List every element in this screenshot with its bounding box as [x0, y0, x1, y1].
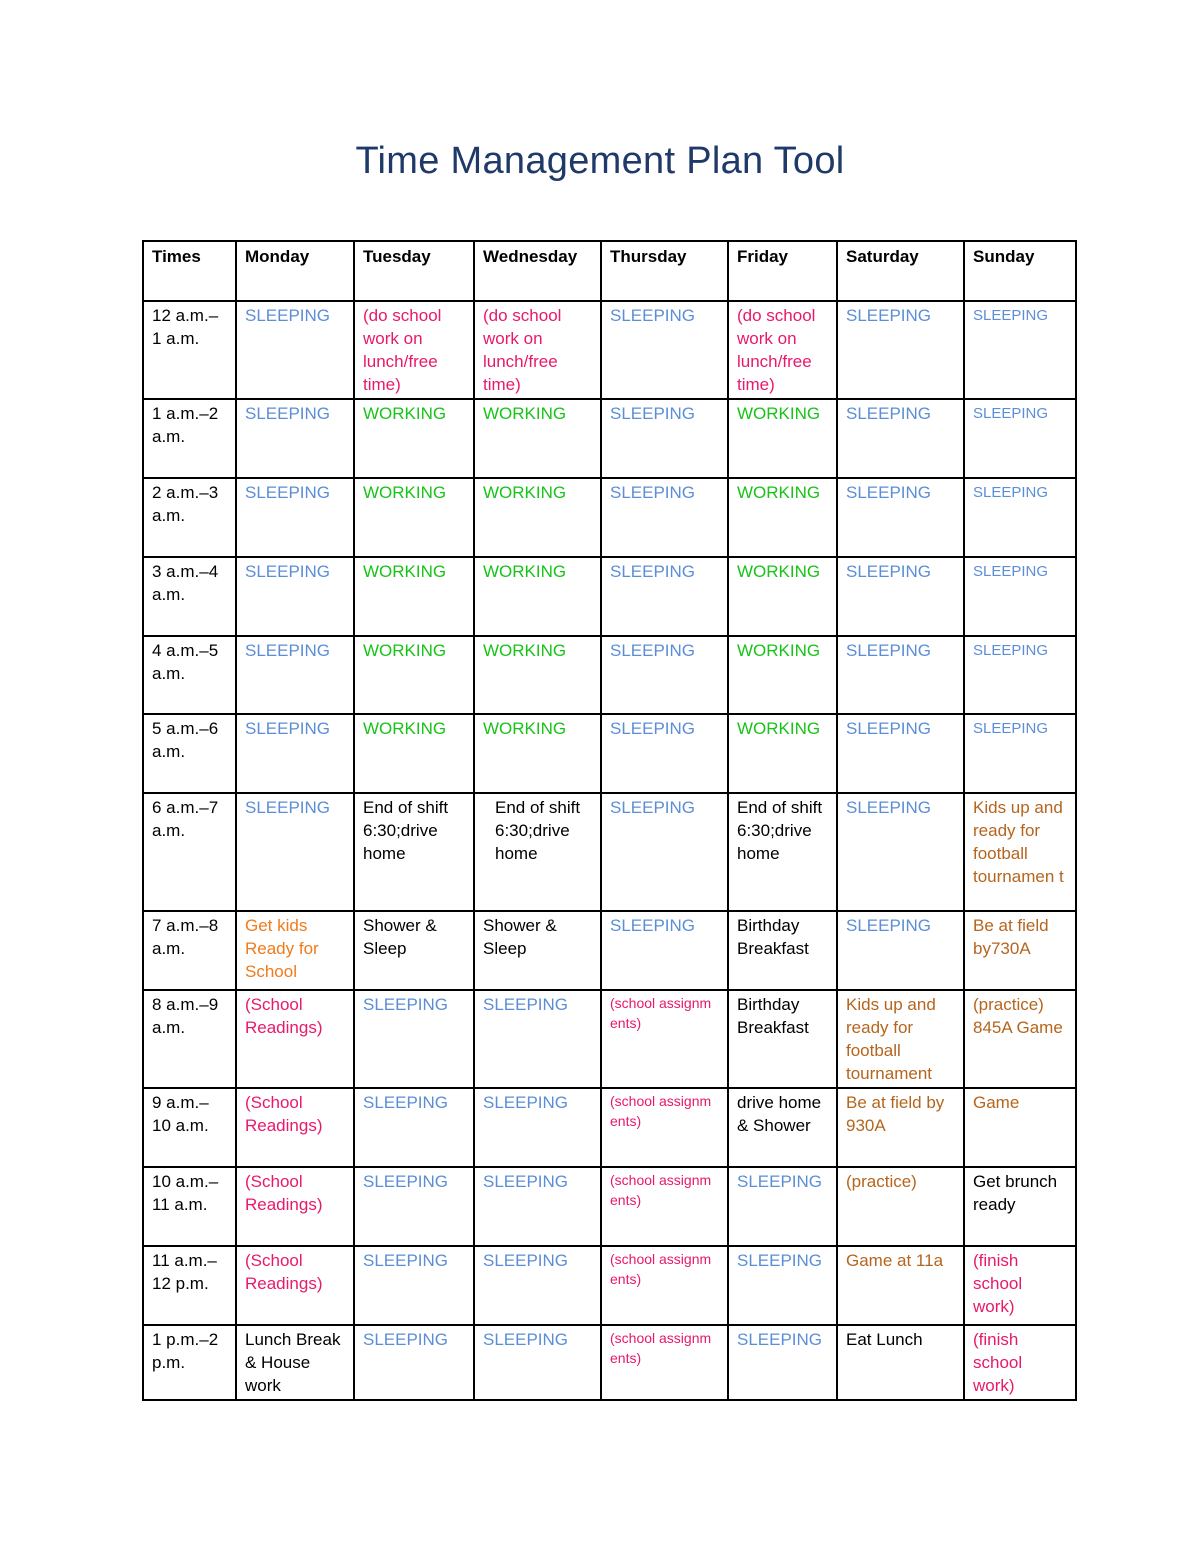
- cell-wednesday: [474, 990, 601, 1088]
- cell-monday: [236, 714, 354, 793]
- activity-text: WORKING: [363, 719, 447, 738]
- time-slot: 6 a.m.–7 a.m.: [143, 793, 236, 911]
- time-slot: 9 a.m.– 10 a.m.: [143, 1088, 236, 1167]
- activity-text: SLEEPING: [363, 1172, 449, 1191]
- cell-wednesday: [474, 793, 601, 911]
- table-row: [143, 1325, 1076, 1400]
- activity-text: SLEEPING: [245, 404, 331, 423]
- activity-text: WORKING: [363, 641, 447, 660]
- header-row: [143, 241, 1076, 301]
- cell-wednesday: [474, 1325, 601, 1400]
- activity-text: WORKING: [363, 483, 447, 502]
- header-thursday: Thursday: [601, 241, 728, 301]
- activity-text: Get brunch ready: [973, 1172, 1058, 1214]
- cell-tuesday: [354, 793, 474, 911]
- time-slot: 7 a.m.–8 a.m.: [143, 911, 236, 990]
- activity-text: End of shift 6:30;drive home: [363, 798, 449, 863]
- cell-monday: [236, 911, 354, 990]
- activity-text: SLEEPING: [245, 562, 331, 581]
- header-monday: Monday: [236, 241, 354, 301]
- activity-text: SLEEPING: [610, 306, 696, 325]
- cell-monday: [236, 1246, 354, 1325]
- activity-text: Shower & Sleep: [363, 916, 437, 958]
- cell-sunday: [964, 1088, 1076, 1167]
- activity-text: SLEEPING: [846, 404, 932, 423]
- activity-text: (school assignm ents): [610, 995, 712, 1031]
- schedule-body: [143, 301, 1076, 1400]
- time-slot: 2 a.m.–3 a.m.: [143, 478, 236, 557]
- cell-monday: [236, 1167, 354, 1246]
- activity-text: SLEEPING: [483, 1251, 569, 1270]
- cell-sunday: [964, 301, 1076, 399]
- cell-friday: [728, 1167, 837, 1246]
- cell-wednesday: [474, 1167, 601, 1246]
- activity-text: Be at field by730A: [973, 916, 1049, 958]
- cell-saturday: [837, 1325, 964, 1400]
- cell-monday: [236, 793, 354, 911]
- cell-wednesday: [474, 301, 601, 399]
- activity-text: WORKING: [737, 719, 821, 738]
- activity-text: SLEEPING: [737, 1251, 823, 1270]
- activity-text: (school assignm ents): [610, 1093, 712, 1129]
- cell-friday: [728, 636, 837, 714]
- time-slot: 1 p.m.–2 p.m.: [143, 1325, 236, 1400]
- time-slot: 11 a.m.– 12 p.m.: [143, 1246, 236, 1325]
- activity-text: End of shift 6:30;drive home: [495, 798, 581, 863]
- cell-tuesday: [354, 301, 474, 399]
- cell-saturday: [837, 478, 964, 557]
- cell-tuesday: [354, 478, 474, 557]
- time-slot: 4 a.m.–5 a.m.: [143, 636, 236, 714]
- cell-tuesday: [354, 1167, 474, 1246]
- cell-wednesday: [474, 1088, 601, 1167]
- cell-thursday: [601, 1167, 728, 1246]
- activity-text: (practice) 845A Game: [973, 995, 1063, 1037]
- cell-tuesday: [354, 636, 474, 714]
- activity-text: WORKING: [363, 404, 447, 423]
- cell-saturday: [837, 557, 964, 636]
- activity-text: SLEEPING: [737, 1172, 823, 1191]
- table-row: [143, 478, 1076, 557]
- cell-saturday: [837, 990, 964, 1088]
- cell-thursday: [601, 557, 728, 636]
- time-slot: 3 a.m.–4 a.m.: [143, 557, 236, 636]
- cell-thursday: [601, 1088, 728, 1167]
- time-slot: 10 a.m.– 11 a.m.: [143, 1167, 236, 1246]
- cell-friday: [728, 301, 837, 399]
- header-sunday: Sunday: [964, 241, 1076, 301]
- activity-text: Lunch Break & House work: [245, 1330, 341, 1395]
- cell-thursday: [601, 399, 728, 478]
- activity-text: (do school work on lunch/free time): [363, 306, 442, 394]
- activity-text: SLEEPING: [846, 306, 932, 325]
- activity-text: SLEEPING: [610, 483, 696, 502]
- cell-wednesday: [474, 478, 601, 557]
- activity-text: SLEEPING: [737, 1330, 823, 1349]
- cell-thursday: [601, 301, 728, 399]
- activity-text: WORKING: [737, 641, 821, 660]
- cell-monday: [236, 478, 354, 557]
- cell-sunday: [964, 990, 1076, 1088]
- activity-text: SLEEPING: [610, 798, 696, 817]
- activity-text: SLEEPING: [245, 719, 331, 738]
- activity-text: SLEEPING: [846, 719, 932, 738]
- activity-text: SLEEPING: [483, 1330, 569, 1349]
- activity-text: SLEEPING: [610, 404, 696, 423]
- schedule-table: [142, 240, 1077, 1401]
- activity-text: SLEEPING: [973, 642, 1049, 659]
- activity-text: SLEEPING: [363, 1330, 449, 1349]
- cell-tuesday: [354, 990, 474, 1088]
- table-row: [143, 399, 1076, 478]
- cell-sunday: [964, 911, 1076, 990]
- activity-text: SLEEPING: [245, 306, 331, 325]
- cell-sunday: [964, 1246, 1076, 1325]
- cell-saturday: [837, 1167, 964, 1246]
- cell-wednesday: [474, 636, 601, 714]
- activity-text: (school assignm ents): [610, 1251, 712, 1287]
- cell-friday: [728, 1325, 837, 1400]
- cell-sunday: [964, 1325, 1076, 1400]
- cell-monday: [236, 636, 354, 714]
- activity-text: (do school work on lunch/free time): [483, 306, 562, 394]
- activity-text: SLEEPING: [846, 916, 932, 935]
- cell-tuesday: [354, 399, 474, 478]
- table-row: [143, 1246, 1076, 1325]
- cell-saturday: [837, 399, 964, 478]
- table-row: [143, 793, 1076, 911]
- table-row: [143, 301, 1076, 399]
- time-slot: 1 a.m.–2 a.m.: [143, 399, 236, 478]
- cell-monday: [236, 990, 354, 1088]
- header-wednesday: Wednesday: [474, 241, 601, 301]
- activity-text: SLEEPING: [363, 1251, 449, 1270]
- cell-thursday: [601, 793, 728, 911]
- cell-sunday: [964, 399, 1076, 478]
- activity-text: Kids up and ready for football tournamen t: [973, 798, 1064, 886]
- activity-text: (school assignm ents): [610, 1172, 712, 1208]
- cell-tuesday: [354, 1325, 474, 1400]
- activity-text: SLEEPING: [363, 995, 449, 1014]
- activity-text: (do school work on lunch/free time): [737, 306, 816, 394]
- header-tuesday: Tuesday: [354, 241, 474, 301]
- activity-text: WORKING: [483, 562, 567, 581]
- activity-text: WORKING: [483, 719, 567, 738]
- cell-wednesday: [474, 1246, 601, 1325]
- activity-text: Birthday Breakfast: [737, 916, 809, 958]
- activity-text: WORKING: [737, 404, 821, 423]
- cell-friday: [728, 911, 837, 990]
- activity-text: (School Readings): [245, 1172, 323, 1214]
- activity-text: SLEEPING: [610, 916, 696, 935]
- activity-text: (School Readings): [245, 995, 323, 1037]
- table-row: [143, 557, 1076, 636]
- cell-tuesday: [354, 911, 474, 990]
- cell-monday: [236, 1325, 354, 1400]
- cell-thursday: [601, 714, 728, 793]
- activity-text: Game at 11a: [846, 1251, 944, 1270]
- header-saturday: Saturday: [837, 241, 964, 301]
- table-row: [143, 990, 1076, 1088]
- activity-text: (finish school work): [973, 1330, 1023, 1395]
- cell-saturday: [837, 714, 964, 793]
- cell-saturday: [837, 301, 964, 399]
- activity-text: (practice): [846, 1172, 917, 1191]
- time-slot: 8 a.m.–9 a.m.: [143, 990, 236, 1088]
- activity-text: SLEEPING: [846, 562, 932, 581]
- activity-text: SLEEPING: [483, 1172, 569, 1191]
- cell-tuesday: [354, 1246, 474, 1325]
- activity-text: SLEEPING: [973, 484, 1049, 501]
- cell-monday: [236, 399, 354, 478]
- activity-text: SLEEPING: [610, 562, 696, 581]
- cell-sunday: [964, 636, 1076, 714]
- activity-text: SLEEPING: [483, 1093, 569, 1112]
- table-row: [143, 911, 1076, 990]
- table-row: [143, 636, 1076, 714]
- activity-text: Get kids Ready for School: [245, 916, 319, 981]
- cell-sunday: [964, 1167, 1076, 1246]
- cell-friday: [728, 399, 837, 478]
- cell-sunday: [964, 557, 1076, 636]
- cell-monday: [236, 1088, 354, 1167]
- activity-text: SLEEPING: [245, 798, 331, 817]
- cell-friday: [728, 793, 837, 911]
- cell-thursday: [601, 1325, 728, 1400]
- cell-sunday: [964, 714, 1076, 793]
- table-row: [143, 1088, 1076, 1167]
- cell-monday: [236, 301, 354, 399]
- cell-friday: [728, 990, 837, 1088]
- activity-text: SLEEPING: [846, 483, 932, 502]
- activity-text: Be at field by 930A: [846, 1093, 945, 1135]
- cell-wednesday: [474, 557, 601, 636]
- table-row: [143, 714, 1076, 793]
- cell-monday: [236, 557, 354, 636]
- cell-friday: [728, 714, 837, 793]
- cell-friday: [728, 1088, 837, 1167]
- cell-saturday: [837, 636, 964, 714]
- cell-friday: [728, 478, 837, 557]
- activity-text: Eat Lunch: [846, 1330, 923, 1349]
- cell-friday: [728, 557, 837, 636]
- activity-text: SLEEPING: [973, 720, 1049, 737]
- activity-text: drive home & Shower: [737, 1093, 822, 1135]
- cell-thursday: [601, 990, 728, 1088]
- activity-text: SLEEPING: [245, 483, 331, 502]
- cell-wednesday: [474, 911, 601, 990]
- cell-saturday: [837, 1246, 964, 1325]
- cell-sunday: [964, 793, 1076, 911]
- cell-thursday: [601, 636, 728, 714]
- activity-text: SLEEPING: [245, 641, 331, 660]
- activity-text: WORKING: [737, 483, 821, 502]
- table-row: [143, 1167, 1076, 1246]
- activity-text: SLEEPING: [973, 307, 1049, 324]
- cell-wednesday: [474, 714, 601, 793]
- activity-text: WORKING: [483, 483, 567, 502]
- activity-text: WORKING: [483, 404, 567, 423]
- cell-wednesday: [474, 399, 601, 478]
- cell-tuesday: [354, 714, 474, 793]
- header-friday: Friday: [728, 241, 837, 301]
- cell-thursday: [601, 478, 728, 557]
- activity-text: Shower & Sleep: [483, 916, 557, 958]
- activity-text: SLEEPING: [610, 641, 696, 660]
- cell-thursday: [601, 911, 728, 990]
- cell-saturday: [837, 1088, 964, 1167]
- activity-text: SLEEPING: [973, 405, 1049, 422]
- activity-text: SLEEPING: [483, 995, 569, 1014]
- activity-text: SLEEPING: [846, 798, 932, 817]
- cell-saturday: [837, 793, 964, 911]
- activity-text: SLEEPING: [610, 719, 696, 738]
- header-times: Times: [143, 241, 236, 301]
- cell-tuesday: [354, 1088, 474, 1167]
- activity-text: SLEEPING: [846, 641, 932, 660]
- activity-text: (finish school work): [973, 1251, 1023, 1316]
- activity-text: (School Readings): [245, 1093, 323, 1135]
- page-title: Time Management Plan Tool: [355, 140, 845, 182]
- activity-text: SLEEPING: [363, 1093, 449, 1112]
- cell-friday: [728, 1246, 837, 1325]
- activity-text: End of shift 6:30;drive home: [737, 798, 823, 863]
- activity-text: Kids up and ready for football tournament: [846, 995, 936, 1083]
- activity-text: WORKING: [737, 562, 821, 581]
- activity-text: (School Readings): [245, 1251, 323, 1293]
- cell-tuesday: [354, 557, 474, 636]
- time-slot: 5 a.m.–6 a.m.: [143, 714, 236, 793]
- activity-text: WORKING: [483, 641, 567, 660]
- cell-sunday: [964, 478, 1076, 557]
- activity-text: Birthday Breakfast: [737, 995, 809, 1037]
- activity-text: (school assignm ents): [610, 1330, 712, 1366]
- activity-text: Game: [973, 1093, 1020, 1112]
- cell-saturday: [837, 911, 964, 990]
- time-slot: 12 a.m.– 1 a.m.: [143, 301, 236, 399]
- activity-text: SLEEPING: [973, 563, 1049, 580]
- cell-thursday: [601, 1246, 728, 1325]
- activity-text: WORKING: [363, 562, 447, 581]
